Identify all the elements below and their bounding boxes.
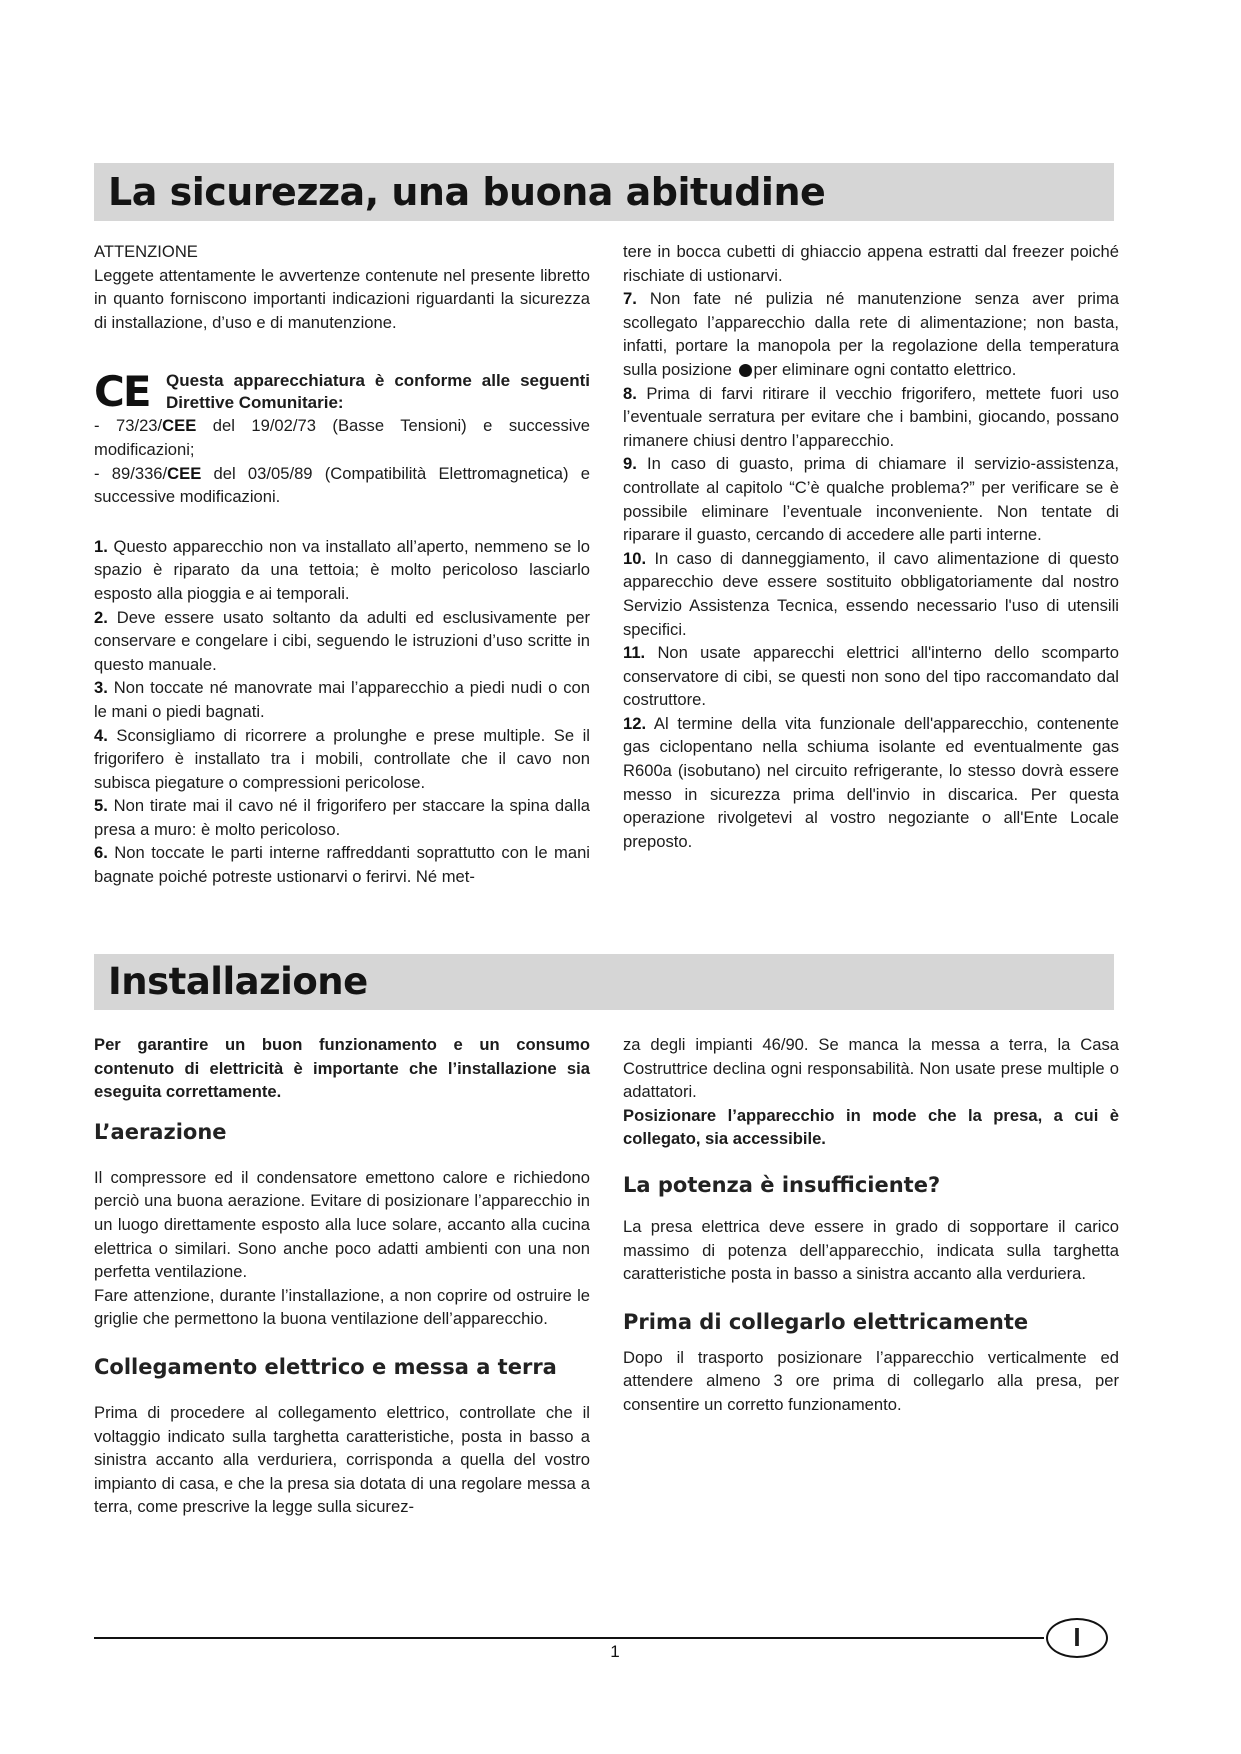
ce-directive-1: - 73/23/CEE del 19/02/73 (Basse Tensioni) e successive modificazioni; [94, 416, 590, 459]
safety-right-column [623, 240, 1119, 853]
safety-item-5: 5. Non tirate mai il cavo né il frigorifero per staccare la spina dalla presa a muro: è molto pericoloso. [94, 796, 590, 839]
aerazione-text-2: Fare attenzione, durante l’installazione, a non coprire od ostruire le griglie che permettono la buona ventilazione dell’apparecchio. [94, 1285, 590, 1329]
potenza-text: La presa elettrica deve essere in grado di sopportare il carico massimo di potenza dell’apparecchio, indicata sulla targhetta caratteristiche posta in basso a sinistra accanto alla verduriera. [623, 1216, 1119, 1284]
safety-item-4: 4. Sconsigliamo di ricorrere a prolunghe e prese multiple. Se il frigorifero è installato tra i mobili, controllate che il cavo non subisca piegature o compressioni pericolose. [94, 725, 590, 792]
off-position-dot-icon [739, 364, 752, 377]
collegamento-text: Prima di procedere al collegamento elettrico, controllate che il voltaggio indicato sulla targhetta caratteristiche, posta in basso a sinistra accanto alla verduriera, corrisponda a quella del vostro impianto di casa, e che la presa sia dotata di una regolare messa a terra, come prescrive la legge sulla sicurez- [94, 1402, 590, 1517]
section-title-installation: Installazione [94, 954, 1114, 1010]
attention-text: Leggete attentamente le avvertenze contenute nel presente libretto in quanto forniscono importanti indicazioni riguardanti la sicurezza di installazione, d’uso e di manutenzione. [94, 265, 590, 332]
safety-item-7: 7. Non fate né pulizia né manutenzione senza aver prima scollegato l’apparecchio dalla rete di alimentazione; non basta, infatti, portare la manopola per la regolazione della temperatura sulla posizione per eliminare ogni contatto elettrico. [623, 289, 1119, 379]
collegamento-text-continued: za degli impianti 46/90. Se manca la messa a terra, la Casa Costruttrice declina ogni responsabilità. Non usate prese multiple o adattatori. [623, 1035, 1119, 1102]
ce-directive-2: - 89/336/CEE del 03/05/89 (Compatibilità Elettromagnetica) e successive modificazioni. [94, 463, 590, 507]
safety-left-column [94, 240, 590, 889]
safety-item-3: 3. Non toccate né manovrate mai l’apparecchio a piedi nudi o con le mani o piedi bagnati. [94, 678, 590, 721]
language-badge: I [1046, 1618, 1108, 1658]
heading-aerazione: L’aerazione [94, 1119, 227, 1144]
prima-collegarlo-text: Dopo il trasporto posizionare l’apparecchio verticalmente ed attendere almeno 3 ore prima di collegarlo alla presa, per consentire un corretto funzionamento. [623, 1347, 1119, 1414]
heading-prima-collegarlo: Prima di collegarlo elettricamente [623, 1309, 1029, 1334]
safety-item-6: 6. Non toccate le parti interne raffreddanti soprattutto con le mani bagnate poiché potreste ustionarvi o ferirvi. Né met- [94, 843, 590, 887]
ce-directive-title: Questa apparecchiatura è conforme alle seguenti Direttive Comunitarie: [166, 371, 590, 413]
heading-collegamento: Collegamento elettrico e messa a terra [94, 1354, 557, 1379]
collegamento-bold-note: Posizionare l’apparecchio in mode che la presa, a cui è collegato, sia accessibile. [623, 1105, 1119, 1149]
ce-mark-logo: CE [94, 367, 150, 417]
installation-left-column [94, 1033, 590, 1519]
safety-item-10: 10. In caso di danneggiamento, il cavo alimentazione di questo apparecchio deve essere sostituito obbligatoriamente dal nostro Servizio Assistenza Tecnica, essendo necessario l'uso di utensili specifici. [623, 548, 1119, 639]
installation-intro: Per garantire un buon funzionamento e un consumo contenuto di elettricità è importante che l’installazione sia eseguita correttamente. [94, 1035, 590, 1102]
section-title-safety: La sicurezza, una buona abitudine [94, 163, 1114, 221]
attention-label: ATTENZIONE [94, 242, 198, 261]
safety-item-1: 1. Questo apparecchio non va installato all’aperto, nemmeno se lo spazio è riparato da una tettoia; è molto pericoloso lasciarlo esposto alla pioggia e ai temporali. [94, 536, 590, 603]
aerazione-text-1: Il compressore ed il condensatore emettono calore e richiedono perciò una buona aerazione. Evitare di posizionare l’apparecchio in un luogo direttamente esposto alla luce solare, accanto alla cucina elettrica o similari. Sono anche poco adatti ambienti con una non perfetta ventilazione. [94, 1167, 590, 1282]
ce-block [94, 367, 590, 417]
heading-potenza: La potenza è insufficiente? [623, 1172, 941, 1197]
safety-item-12: 12. Al termine della vita funzionale dell'apparecchio, contenente gas ciclopentano nella schiuma isolante ed eventualmente gas R600a (isobutano) nel circuito refrigerante, lo stesso dovrà essere messo in sicurezza prima dell'invio in discarica. Per questa operazione rivolgetevi al vostro negoziante o all'Ente Locale preposto. [623, 713, 1119, 851]
safety-item-2: 2. Deve essere usato soltanto da adulti ed esclusivamente per conservare e congelare i cibi, seguendo le istruzioni d’uso scritte in questo manuale. [94, 607, 590, 674]
safety-item-8: 8. Prima di farvi ritirare il vecchio frigorifero, mettete fuori uso l’eventuale serratura per evitare che i bambini, giocando, possano rimanere chiusi dentro l’apparecchio. [623, 383, 1119, 450]
safety-item-6-continued: tere in bocca cubetti di ghiaccio appena estratti dal freezer poiché rischiate di ustionarvi. [623, 242, 1119, 285]
footer-divider [94, 1637, 1044, 1639]
safety-item-9: 9. In caso di guasto, prima di chiamare il servizio-assistenza, controllate al capitolo “C’è qualche problema?” per verificare se è possibile eliminare l’eventuale inconveniente. Non tentate di riparare il guasto, cercando di accedere alle parti interne. [623, 454, 1119, 545]
installation-right-column [623, 1033, 1119, 1417]
safety-item-11: 11. Non usate apparecchi elettrici all'interno dello scomparto conservatore di cibi, se questi non sono del tipo raccomandato dal costruttore. [623, 643, 1119, 710]
page-number: 1 [610, 1642, 620, 1661]
